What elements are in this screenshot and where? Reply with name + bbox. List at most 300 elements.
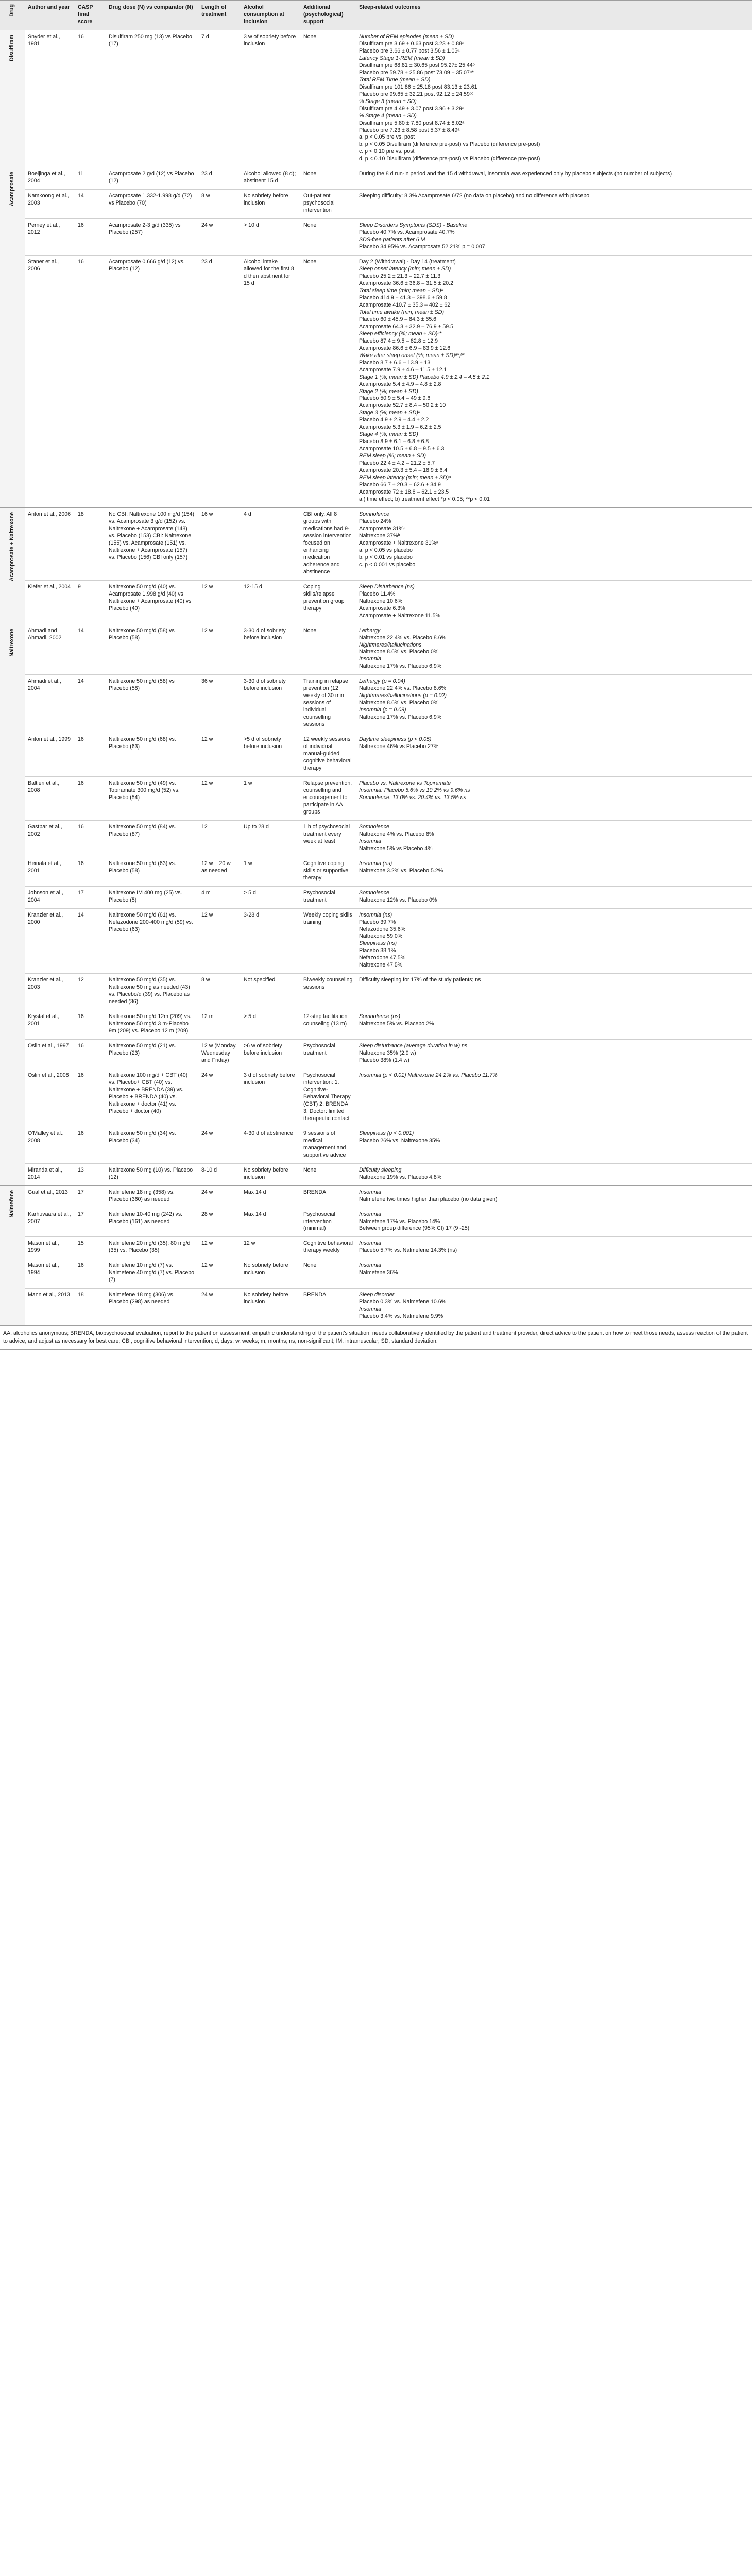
author-cell: O'Malley et al., 2008: [25, 1127, 75, 1163]
sleep-outcome-line: Placebo 22.4 ± 4.2 – 21.2 ± 5.7: [359, 460, 435, 467]
sleep-outcome-line: Insomnia: [359, 1211, 381, 1217]
sleep-outcome-line: Disulfiram pre 4.49 ± 3.07 post 3.96 ± 3.29ᵃ: [359, 105, 465, 112]
sleep-outcome-line: Naltrexone 47.5%: [359, 962, 403, 969]
alcohol-consumption-cell: 3-30 d of sobriety before inclusion: [241, 624, 300, 675]
sleep-outcome-line: Placebo 24%: [359, 518, 391, 524]
sleep-outcome-line: Nefazodone 35.6%: [359, 926, 406, 933]
alcohol-consumption-cell: No sobriety before inclusion: [241, 190, 300, 219]
sleep-outcome-line: Naltrexone 46% vs Placebo 27%: [359, 743, 439, 750]
sleep-outcomes-cell: [356, 974, 752, 1010]
treatment-length-cell: 8 w: [198, 190, 241, 219]
header-drug-label: Drug: [9, 4, 15, 17]
drug-dose-cell: Nalmefene 18 mg (306) vs. Placebo (298) as needed: [106, 1289, 198, 1325]
sleep-outcomes-cell: [356, 777, 752, 821]
casp-score-cell: 16: [75, 1069, 106, 1127]
sleep-outcomes-cell: [356, 1127, 752, 1163]
treatment-length-cell: 23 d: [198, 256, 241, 508]
table-row: [0, 190, 752, 219]
table-row: [0, 857, 752, 886]
psych-support-cell: Coping skills/relapse prevention group therapy: [300, 580, 356, 624]
header-casp: CASP final score: [75, 1, 106, 30]
sleep-outcome-line: Naltrexone 12% vs. Placebo 0%: [359, 896, 437, 903]
treatment-length-cell: 16 w: [198, 508, 241, 581]
sleep-outcome-line: b. p < 0.01 vs placebo: [359, 554, 413, 561]
casp-score-cell: 17: [75, 1208, 106, 1237]
sleep-outcome-line: Acamprosate 5.3 ± 1.9 – 6.2 ± 2.5: [359, 424, 441, 431]
table-body: [0, 30, 752, 1325]
sleep-outcome-line: Somnolence: [359, 511, 389, 517]
drug-dose-cell: Naltrexone 50 mg (10) vs. Placebo (12): [106, 1163, 198, 1185]
alcohol-consumption-cell: No sobriety before inclusion: [241, 1289, 300, 1325]
treatment-length-cell: 24 w: [198, 219, 241, 256]
table-footnote: AA, alcoholics anonymous; BRENDA, biopsychosocial evaluation, report to the patient on assessment, empathic understanding of the patient's situation, needs collaboratively identified by the patient and treatment provider, direct advice to the patient on how to meet those needs, assess reaction of the patient to advice, and adjust as necessary for best care; CBI, cognitive behavioral intervention; d, days; w, weeks; m, months; ns, non-significant; IM, intramuscular; SD, standard deviation.: [0, 1325, 752, 1350]
sleep-outcome-line: Sleep onset latency (min; mean ± SD): [359, 266, 451, 273]
sleep-outcome-line: Placebo 8.9 ± 6.1 – 6.8 ± 6.8: [359, 438, 429, 445]
table-row: [0, 886, 752, 908]
drug-group-label: Nalmefene: [9, 1190, 15, 1218]
sleep-outcome-line: Lethargy: [359, 627, 381, 634]
sleep-outcome-line: Placebo pre 3.66 ± 0.77 post 3.56 ± 1.05ᵃ: [359, 47, 460, 54]
sleep-outcome-line: Somnolence: 13.0% vs. 20.4% vs. 13.5% ns: [359, 794, 466, 801]
sleep-outcomes-cell: [356, 256, 752, 508]
sleep-outcome-line: Stage 3 (%; mean ± SD)ᵃ: [359, 410, 420, 416]
drug-dose-cell: Naltrexone 100 mg/d + CBT (40) vs. Placebo+ CBT (40) vs. Naltrexone + BRENDA (39) vs. Placebo + BRENDA (40) vs. Naltrexone + doctor (41) vs. Placebo + doctor (40): [106, 1069, 198, 1127]
sleep-outcome-line: Somnolence: [359, 823, 389, 830]
author-cell: Mason et al., 1994: [25, 1259, 75, 1289]
alcohol-consumption-cell: Max 14 d: [241, 1185, 300, 1208]
alcohol-consumption-cell: Up to 28 d: [241, 820, 300, 857]
sleep-outcomes-cell: [356, 886, 752, 908]
drug-dose-cell: Naltrexone 50 mg/d (35) vs. Naltrexone 50 mg as needed (43) vs. Placebo/d (39) vs. Placebo as needed (36): [106, 974, 198, 1010]
treatment-length-cell: 12: [198, 820, 241, 857]
sleep-outcome-line: b. p < 0.05 Disulfiram (difference pre-post) vs Placebo (difference pre-post): [359, 141, 540, 148]
sleep-outcome-line: Sleepiness (ns): [359, 940, 397, 947]
author-cell: Heinala et al., 2001: [25, 857, 75, 886]
casp-score-cell: 13: [75, 1163, 106, 1185]
drug-dose-cell: Naltrexone 50 mg/d (40) vs. Acamprosate 1.998 g/d (40) vs Naltrexone + Acamprosate (40) vs Placebo (40): [106, 580, 198, 624]
casp-score-cell: 14: [75, 908, 106, 974]
casp-score-cell: 14: [75, 675, 106, 733]
sleep-outcome-line: Stage 1 (%; mean ± SD) Placebo 4.9 ± 2.4 – 4.5 ± 2.1: [359, 374, 489, 380]
psych-support-cell: Out-patient psychosocial intervention: [300, 190, 356, 219]
psych-support-cell: Psychosocial treatment: [300, 1040, 356, 1069]
table-row: [0, 820, 752, 857]
sleep-outcome-line: Sleep Disorders Symptoms (SDS) - Baseline: [359, 222, 468, 229]
sleep-outcome-line: Placebo 38.1%: [359, 947, 396, 954]
psych-support-cell: BRENDA: [300, 1289, 356, 1325]
author-cell: Kranzler et al., 2003: [25, 974, 75, 1010]
drug-dose-cell: Naltrexone 50 mg/d (58) vs Placebo (58): [106, 675, 198, 733]
footnote-row: [0, 1325, 752, 1350]
alcohol-consumption-cell: > 5 d: [241, 886, 300, 908]
psych-support-cell: Cognitive behavioral therapy weekly: [300, 1237, 356, 1259]
casp-score-cell: 16: [75, 256, 106, 508]
casp-score-cell: 16: [75, 777, 106, 821]
sleep-outcomes-cell: [356, 820, 752, 857]
sleep-outcome-line: Acamprosate + Naltrexone 31%ᵃ: [359, 539, 438, 546]
treatment-length-cell: 12 m: [198, 1010, 241, 1040]
drug-dose-cell: Acamprosate 2-3 g/d (335) vs Placebo (257): [106, 219, 198, 256]
sleep-outcome-line: % Stage 4 (mean ± SD): [359, 112, 417, 119]
table-row: [0, 733, 752, 777]
sleep-outcomes-cell: [356, 1185, 752, 1208]
sleep-outcome-line: Naltrexone 22.4% vs. Placebo 8.6%: [359, 634, 447, 641]
sleep-outcome-line: Placebo 60 ± 45.9 – 84.3 ± 65.6: [359, 316, 437, 323]
treatment-length-cell: 24 w: [198, 1127, 241, 1163]
sleep-outcome-line: Nalmefene 17% vs. Placebo 14%: [359, 1218, 440, 1225]
table-row: [0, 508, 752, 581]
sleep-outcome-line: Acamprosate 10.5 ± 6.8 – 9.5 ± 6.3: [359, 446, 445, 452]
table-row: [0, 1208, 752, 1237]
sleep-outcomes-cell: [356, 219, 752, 256]
table-row: [0, 1289, 752, 1325]
author-cell: Mason et al., 1999: [25, 1237, 75, 1259]
drug-dose-cell: Naltrexone 50 mg/d 12m (209) vs. Naltrexone 50 mg/d 3 m-Placebo 9m (209) vs. Placebo 12 m (209): [106, 1010, 198, 1040]
table-row: [0, 1259, 752, 1289]
header-support: Additional (psychological) support: [300, 1, 356, 30]
sleep-outcome-line: Number of REM episodes (mean ± SD): [359, 33, 454, 40]
sleep-outcomes-cell: [356, 1069, 752, 1127]
sleep-outcome-line: Naltrexone 59.0%: [359, 933, 403, 940]
treatment-length-cell: 24 w: [198, 1069, 241, 1127]
sleep-outcomes-cell: [356, 624, 752, 675]
sleep-outcome-line: Day 2 (Withdrawal) - Day 14 (treatment): [359, 259, 456, 265]
casp-score-cell: 16: [75, 1127, 106, 1163]
drug-dose-cell: Nalmefene 18 mg (358) vs. Placebo (360) as needed: [106, 1185, 198, 1208]
alcohol-consumption-cell: >6 w of sobriety before inclusion: [241, 1040, 300, 1069]
sleep-outcome-line: Somnolence (ns): [359, 1013, 401, 1020]
psych-support-cell: CBI only. All 8 groups with medications had 9-session intervention focused on enhancing medication adherence and abstinence: [300, 508, 356, 581]
sleep-outcome-line: Placebo 11.4%: [359, 590, 396, 597]
table-row: [0, 908, 752, 974]
sleep-outcome-line: Acamprosate 6.3%: [359, 605, 405, 612]
sleep-outcome-line: Placebo 39.7%: [359, 919, 396, 925]
alcohol-consumption-cell: 3 d of sobriety before inclusion: [241, 1069, 300, 1127]
drug-dose-cell: Naltrexone 50 mg/d (21) vs. Placebo (23): [106, 1040, 198, 1069]
table-row: [0, 30, 752, 167]
sleep-outcome-line: Placebo 26% vs. Naltrexone 35%: [359, 1137, 440, 1144]
author-cell: Johnson et al., 2004: [25, 886, 75, 908]
casp-score-cell: 16: [75, 30, 106, 167]
treatment-length-cell: 12 w: [198, 624, 241, 675]
table-row: [0, 580, 752, 624]
sleep-outcome-line: Disulfiram pre 5.80 ± 7.80 post 8.74 ± 8.02ᵃ: [359, 120, 465, 126]
sleep-outcome-line: Naltrexone 22.4% vs. Placebo 8.6%: [359, 685, 447, 692]
alcohol-consumption-cell: 12 w: [241, 1237, 300, 1259]
sleep-outcome-line: Daytime sleepiness (p < 0.05): [359, 736, 432, 743]
sleep-outcome-line: Insomnia (p < 0.01) Naltrexone 24.2% vs. Placebo 11.7%: [359, 1072, 498, 1078]
sleep-outcome-line: a. p < 0.05 pre vs. post: [359, 134, 415, 141]
treatment-length-cell: 12 w: [198, 777, 241, 821]
author-cell: Ahmadi and Ahmadi, 2002: [25, 624, 75, 675]
author-cell: Kranzler et al., 2000: [25, 908, 75, 974]
author-cell: Baltieri et al., 2008: [25, 777, 75, 821]
alcohol-consumption-cell: Max 14 d: [241, 1208, 300, 1237]
sleep-outcomes-cell: [356, 190, 752, 219]
casp-score-cell: 17: [75, 1185, 106, 1208]
alcohol-consumption-cell: 12-15 d: [241, 580, 300, 624]
casp-score-cell: 14: [75, 624, 106, 675]
sleep-outcomes-cell: [356, 1237, 752, 1259]
drug-dose-cell: Naltrexone 50 mg/d (61) vs. Nefazodone 200-400 mg/d (59) vs. Placebo (63): [106, 908, 198, 974]
sleep-outcomes-cell: [356, 857, 752, 886]
sleep-outcome-line: Placebo 66.7 ± 20.3 – 62.6 ± 34.9: [359, 482, 441, 488]
treatment-length-cell: 8-10 d: [198, 1163, 241, 1185]
treatment-length-cell: 12 w: [198, 1259, 241, 1289]
casp-score-cell: 16: [75, 857, 106, 886]
header-alcohol: Alcohol consumption at inclusion: [241, 1, 300, 30]
sleep-outcome-line: % Stage 3 (mean ± SD): [359, 98, 417, 105]
sleep-outcome-line: Acamprosate 86.6 ± 6.9 – 83.9 ± 12.6: [359, 345, 451, 351]
treatment-length-cell: 28 w: [198, 1208, 241, 1237]
sleep-outcome-line: Placebo 87.4 ± 9.5 – 82.8 ± 12.9: [359, 337, 438, 344]
sleep-outcome-line: Acamprosate 20.3 ± 5.4 – 18.9 ± 6.4: [359, 467, 448, 474]
sleep-outcomes-cell: [356, 580, 752, 624]
sleep-outcome-line: Placebo 5.7% vs. Nalmefene 14.3% (ns): [359, 1247, 457, 1254]
sleep-outcome-line: Acamprosate 410.7 ± 35.3 – 402 ± 62: [359, 301, 451, 308]
psych-support-cell: 9 sessions of medical management and supportive advice: [300, 1127, 356, 1163]
table-row: [0, 219, 752, 256]
drug-dose-cell: Naltrexone 50 mg/d (63) vs. Placebo (58): [106, 857, 198, 886]
sleep-outcome-line: REM sleep (%; mean ± SD): [359, 453, 426, 460]
sleep-outcomes-cell: [356, 733, 752, 777]
sleep-outcome-line: During the 8 d run-in period and the 15 d withdrawal, insomnia was experienced only by placebo subjects (no number of subjects): [359, 171, 672, 177]
sleep-outcomes-cell: [356, 167, 752, 190]
drug-dose-cell: Naltrexone 50 mg/d (68) vs. Placebo (63): [106, 733, 198, 777]
drug-dose-cell: Disulfiram 250 mg (13) vs Placebo (17): [106, 30, 198, 167]
alcohol-consumption-cell: 4 d: [241, 508, 300, 581]
author-cell: Kiefer et al., 2004: [25, 580, 75, 624]
psych-support-cell: None: [300, 1259, 356, 1289]
sleep-outcome-line: Nalmefene two times higher than placebo (no data given): [359, 1196, 498, 1202]
header-sleep: Sleep-related outcomes: [356, 1, 752, 30]
sleep-outcome-line: Acamprosate 36.6 ± 36.8 – 31.5 ± 20.2: [359, 280, 454, 286]
casp-score-cell: 18: [75, 508, 106, 581]
treatment-length-cell: 12 w: [198, 908, 241, 974]
header-dose: Drug dose (N) vs comparator (N): [106, 1, 198, 30]
psych-support-cell: Psychosocial intervention (minimal): [300, 1208, 356, 1237]
sleep-outcome-line: Placebo 38% (1.4 w): [359, 1057, 409, 1064]
casp-score-cell: 16: [75, 1259, 106, 1289]
casp-score-cell: 16: [75, 820, 106, 857]
sleep-outcome-line: Acamprosate 52.7 ± 8.4 – 50.2 ± 10: [359, 402, 446, 409]
author-cell: Staner et al., 2006: [25, 256, 75, 508]
drug-group-label: Naltrexone: [9, 628, 15, 657]
sleep-outcomes-cell: [356, 675, 752, 733]
author-cell: Snyder et al., 1981: [25, 30, 75, 167]
treatment-length-cell: 12 w + 20 w as needed: [198, 857, 241, 886]
sleep-outcomes-cell: [356, 1208, 752, 1237]
alcohol-consumption-cell: No sobriety before inclusion: [241, 1259, 300, 1289]
table-row: [0, 1069, 752, 1127]
alcohol-consumption-cell: Alcohol allowed (8 d); abstinent 15 d: [241, 167, 300, 190]
sleep-outcomes-cell: [356, 1040, 752, 1069]
sleep-outcome-line: Total time awake (min; mean ± SD): [359, 309, 444, 315]
treatment-length-cell: 4 m: [198, 886, 241, 908]
sleep-outcome-line: Total REM Time (mean ± SD): [359, 76, 431, 83]
sleep-outcome-line: Placebo 4.9 ± 2.9 – 4.4 ± 2.2: [359, 417, 429, 423]
psych-support-cell: BRENDA: [300, 1185, 356, 1208]
sleep-outcomes-cell: [356, 1163, 752, 1185]
sleep-outcome-line: Nalmefene 36%: [359, 1269, 398, 1276]
header-drug: [0, 1, 25, 30]
drug-group-cell: [0, 167, 25, 508]
alcohol-consumption-cell: 3-30 d of sobriety before inclusion: [241, 675, 300, 733]
sleep-outcome-line: Placebo vs. Naltrexone vs Topiramate: [359, 780, 451, 786]
sleep-outcome-line: Placebo pre 7.23 ± 8.58 post 5.37 ± 8.49ᵃ: [359, 127, 460, 133]
drug-dose-cell: Acamprosate 1.332-1.998 g/d (72) vs Placebo (70): [106, 190, 198, 219]
sleep-outcome-line: Naltrexone 4% vs. Placebo 8%: [359, 831, 434, 837]
casp-score-cell: 16: [75, 733, 106, 777]
header-length: Length of treatment: [198, 1, 241, 30]
sleep-outcome-line: a. p < 0.05 vs placebo: [359, 547, 413, 553]
sleep-outcome-line: d. p < 0.10 Disulfiram (difference pre-post) vs Placebo (difference pre-post): [359, 156, 540, 162]
treatment-length-cell: 7 d: [198, 30, 241, 167]
drug-dose-cell: Naltrexone 50 mg/d (49) vs. Topiramate 300 mg/d (52) vs. Placebo (54): [106, 777, 198, 821]
treatment-length-cell: 12 w (Monday, Wednesday and Friday): [198, 1040, 241, 1069]
author-cell: Ahmadi et al., 2004: [25, 675, 75, 733]
sleep-outcome-line: Disulfiram pre 68.81 ± 30.65 post 95.27± 25.44ᵇ: [359, 62, 475, 69]
sleep-outcome-line: Nefazodone 47.5%: [359, 955, 406, 961]
sleep-outcome-line: Placebo 34.95% vs. Acamprosate 52.21% p = 0.007: [359, 244, 485, 250]
sleep-outcome-line: Sleep Disturbance (ns): [359, 583, 415, 590]
sleep-outcome-line: Insomnia: [359, 1189, 381, 1195]
alcohol-consumption-cell: >5 d of sobriety before inclusion: [241, 733, 300, 777]
sleep-outcome-line: Between group difference (95% CI) 17 (9 -25): [359, 1225, 470, 1232]
sleep-outcome-line: Acamprosate 72 ± 18.8 – 62.1 ± 23.5: [359, 489, 449, 496]
psych-support-cell: 12-step facilitation counseling (13 m): [300, 1010, 356, 1040]
casp-score-cell: 14: [75, 190, 106, 219]
sleep-outcomes-cell: [356, 1259, 752, 1289]
drug-dose-cell: Nalmefene 20 mg/d (35); 80 mg/d (35) vs. Placebo (35): [106, 1237, 198, 1259]
author-cell: Namkoong et al., 2003: [25, 190, 75, 219]
treatment-length-cell: 23 d: [198, 167, 241, 190]
sleep-outcome-line: a.) time effect; b) treatment effect *p < 0.05; **p < 0.01: [359, 496, 490, 503]
sleep-outcome-line: Naltrexone 5% vs Placebo 4%: [359, 845, 433, 852]
sleep-outcome-line: Placebo 25.2 ± 21.3 – 22.7 ± 11.3: [359, 273, 441, 279]
alcohol-consumption-cell: 4-30 d of abstinence: [241, 1127, 300, 1163]
alcohol-consumption-cell: > 5 d: [241, 1010, 300, 1040]
sleep-outcome-line: Acamprosate 5.4 ± 4.9 – 4.8 ± 2.8: [359, 381, 441, 387]
table-row: [0, 675, 752, 733]
author-cell: Anton et al., 1999: [25, 733, 75, 777]
psych-support-cell: None: [300, 30, 356, 167]
sleep-outcomes-cell: [356, 508, 752, 581]
sleep-outcomes-cell: [356, 908, 752, 974]
sleep-outcome-line: Naltrexone 8.6% vs. Placebo 0%: [359, 700, 439, 706]
sleep-outcome-line: Sleep efficiency (%; mean ± SD)ᵃ*: [359, 330, 442, 337]
psych-support-cell: None: [300, 624, 356, 675]
sleep-outcome-line: Acamprosate 64.3 ± 32.9 – 76.9 ± 59.5: [359, 323, 454, 330]
drug-dose-cell: Acamprosate 2 g/d (12) vs Placebo (12): [106, 167, 198, 190]
sleep-outcome-line: Stage 2 (%; mean ± SD): [359, 388, 418, 395]
sleep-outcome-line: Placebo 40.7% vs. Acamprosate 40.7%: [359, 229, 455, 236]
treatment-length-cell: 36 w: [198, 675, 241, 733]
casp-score-cell: 17: [75, 886, 106, 908]
sleep-outcome-line: Insomnia (p = 0.09): [359, 707, 406, 714]
psych-support-cell: None: [300, 167, 356, 190]
sleep-outcome-line: Sleeping difficulty: 8.3% Acamprosate 6/72 (no data on placebo) and no difference with placebo: [359, 193, 590, 199]
drug-group-cell: [0, 624, 25, 1185]
sleep-outcome-line: Insomnia (ns): [359, 860, 392, 867]
sleep-outcome-line: Somnolence: [359, 889, 389, 896]
table-row: [0, 1185, 752, 1208]
sleep-outcome-line: Naltrexone 3.2% vs. Placebo 5.2%: [359, 867, 443, 874]
author-cell: Oslin et al., 2008: [25, 1069, 75, 1127]
drug-dose-cell: Naltrexone 50 mg/d (34) vs. Placebo (34): [106, 1127, 198, 1163]
casp-score-cell: 12: [75, 974, 106, 1010]
treatment-length-cell: 12 w: [198, 580, 241, 624]
drug-group-label: Acamprosate + Naltrexone: [9, 512, 15, 581]
sleep-outcome-line: Sleep disturbance (average duration in w) ns: [359, 1043, 468, 1049]
alcohol-consumption-cell: > 10 d: [241, 219, 300, 256]
table-row: [0, 624, 752, 675]
sleep-outcome-line: Stage 4 (%; mean ± SD): [359, 431, 418, 438]
sleep-outcome-line: Insomnia: [359, 1240, 381, 1247]
sleep-outcome-line: Naltrexone 8.6% vs. Placebo 0%: [359, 649, 439, 655]
sleep-outcome-line: Sleepiness (p < 0.001): [359, 1130, 414, 1137]
psych-support-cell: 12 weekly sessions of individual manual-guided cognitive behavioral therapy: [300, 733, 356, 777]
sleep-outcome-line: Acamprosate 31%ᵃ: [359, 525, 406, 532]
drug-group-cell: [0, 508, 25, 624]
alcohol-consumption-cell: 1 w: [241, 857, 300, 886]
drug-dose-cell: Naltrexone IM 400 mg (25) vs. Placebo (5): [106, 886, 198, 908]
header-author: Author and year: [25, 1, 75, 30]
sleep-outcome-line: Naltrexone 37%ᵇ: [359, 532, 400, 539]
drug-dose-cell: Naltrexone 50 mg/d (84) vs. Placebo (87): [106, 820, 198, 857]
sleep-outcome-line: Naltrexone 10.6%: [359, 598, 403, 604]
sleep-outcome-line: Sleep disorder: [359, 1292, 395, 1298]
sleep-outcome-line: Naltrexone 35% (2.9 w): [359, 1050, 416, 1057]
sleep-outcome-line: Insomnia (ns): [359, 911, 392, 918]
sleep-outcome-line: Disulfiram pre 101.86 ± 25.18 post 83.13 ± 23.61: [359, 83, 477, 90]
sleep-outcome-line: Difficulty sleeping for 17% of the study patients; ns: [359, 977, 481, 984]
table-row: [0, 1040, 752, 1069]
author-cell: Mann et al., 2013: [25, 1289, 75, 1325]
author-cell: Miranda et al., 2014: [25, 1163, 75, 1185]
sleep-outcome-line: Acamprosate + Naltrexone 11.5%: [359, 612, 440, 619]
sleep-outcome-line: Wake after sleep onset (%; mean ± SD)ᵃ*,ᵇ*: [359, 352, 465, 359]
drug-group-cell: [0, 30, 25, 167]
casp-score-cell: 18: [75, 1289, 106, 1325]
drug-group-cell: [0, 1185, 25, 1325]
psych-support-cell: Biweekly counseling sessions: [300, 974, 356, 1010]
alcohol-consumption-cell: 3-28 d: [241, 908, 300, 974]
sleep-outcome-line: Placebo 8.7 ± 6.6 – 13.9 ± 13: [359, 359, 431, 366]
author-cell: Oslin et al., 1997: [25, 1040, 75, 1069]
sleep-outcome-line: Placebo pre 59.78 ± 25.86 post 73.09 ± 35.07ᵇ*: [359, 69, 474, 76]
casp-score-cell: 15: [75, 1237, 106, 1259]
author-cell: Gastpar et al., 2002: [25, 820, 75, 857]
table-row: [0, 1127, 752, 1163]
sleep-outcome-line: REM sleep latency (min; mean ± SD)ᵃ: [359, 474, 451, 481]
casp-score-cell: 16: [75, 1010, 106, 1040]
psych-support-cell: 1 h of psychosocial treatment every week at least: [300, 820, 356, 857]
sleep-outcome-line: SDS-free patients after 6 M: [359, 236, 425, 243]
treatment-length-cell: 12 w: [198, 733, 241, 777]
table-header-row: [0, 1, 752, 30]
alcohol-consumption-cell: No sobriety before inclusion: [241, 1163, 300, 1185]
sleep-outcome-line: Naltrexone 17% vs. Placebo 6.9%: [359, 663, 442, 670]
psych-support-cell: Psychosocial treatment: [300, 886, 356, 908]
sleep-outcome-line: Placebo 414.9 ± 41.3 – 398.6 ± 59.8: [359, 294, 447, 301]
table-row: [0, 1163, 752, 1185]
author-cell: Krystal et al., 2001: [25, 1010, 75, 1040]
drug-group-label: Disulfiram: [9, 34, 15, 61]
psych-support-cell: Training in relapse prevention (12 weekly of 30 min sessions of individual counselling sessions: [300, 675, 356, 733]
sleep-outcome-line: Placebo 3.4% vs. Nalmefene 9.9%: [359, 1313, 443, 1320]
psych-support-cell: None: [300, 256, 356, 508]
